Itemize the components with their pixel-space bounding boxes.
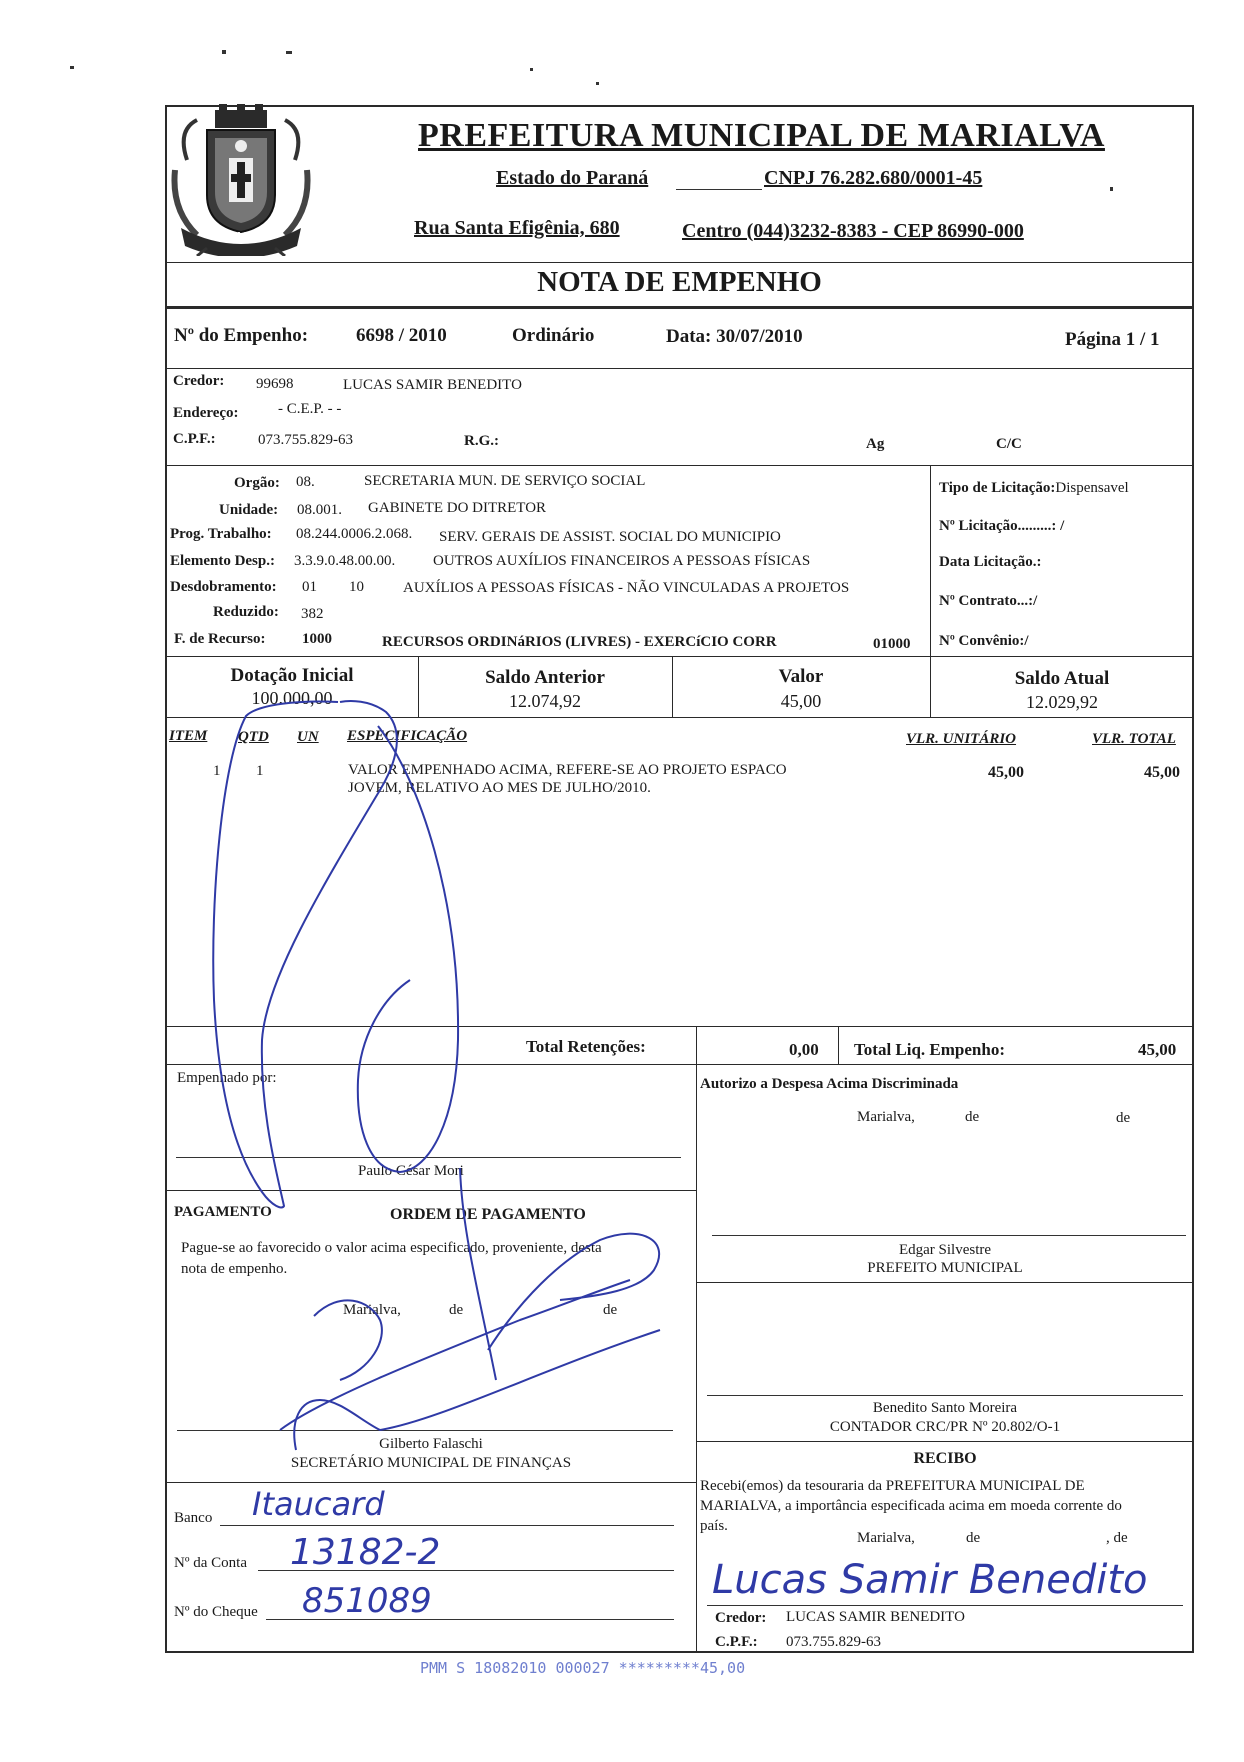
scan-speck bbox=[530, 68, 533, 71]
fonte-name: RECURSOS ORDINáRIOS (LIVRES) - EXERCíCIO CORR bbox=[382, 634, 777, 650]
autorizo-de-1: de bbox=[965, 1109, 980, 1125]
prog-name: SERV. GERAIS DE ASSIST. SOCIAL DO MUNICIPIO bbox=[439, 529, 781, 545]
conta-handwritten: 13182-2 bbox=[290, 1532, 441, 1573]
data-licitacao: Data Licitação.: bbox=[939, 554, 1042, 570]
recibo-cpf-label: C.P.F.: bbox=[715, 1634, 758, 1650]
divider bbox=[166, 656, 1193, 657]
empenho-number: 6698 / 2010 bbox=[356, 325, 447, 346]
col-header-unit: VLR. UNITÁRIO bbox=[906, 731, 1017, 747]
financas-role: SECRETÁRIO MUNICIPAL DE FINANÇAS bbox=[290, 1455, 572, 1471]
contador-name: Benedito Santo Moreira bbox=[872, 1400, 1018, 1416]
fonte-code-2: 01000 bbox=[873, 636, 911, 652]
credor-code: 99698 bbox=[256, 376, 294, 392]
cpf-value: 073.755.829-63 bbox=[258, 432, 353, 448]
banco-handwritten: Itaucard bbox=[252, 1485, 385, 1523]
item-qtd: 1 bbox=[256, 763, 264, 779]
reduzido-label: Reduzido: bbox=[213, 604, 279, 620]
dotacao-label: Dotação Inicial bbox=[230, 665, 354, 686]
pagamento-city: Marialva, bbox=[343, 1302, 401, 1318]
saldo-anterior-label: Saldo Anterior bbox=[485, 667, 605, 688]
document-title: NOTA DE EMPENHO bbox=[537, 266, 822, 298]
cheque-handwritten: 851089 bbox=[302, 1581, 432, 1621]
recibo-line-3: país. bbox=[700, 1518, 728, 1534]
recibo-line-1: Recebi(emos) da tesouraria da PREFEITURA MUNICIPAL DE bbox=[700, 1478, 1085, 1494]
unidade-name: GABINETE DO DITRETOR bbox=[368, 500, 547, 516]
elemento-label: Elemento Desp.: bbox=[170, 553, 275, 569]
header-cnpj: CNPJ 76.282.680/0001-45 bbox=[764, 167, 983, 189]
signature-line bbox=[177, 1430, 673, 1431]
signature-line bbox=[707, 1605, 1183, 1606]
numero-contrato: Nº Contrato...:/ bbox=[939, 593, 1038, 609]
scan-speck bbox=[596, 82, 599, 85]
signature-line bbox=[712, 1235, 1186, 1236]
cpf-label: C.P.F.: bbox=[173, 431, 216, 447]
scan-speck bbox=[286, 51, 292, 54]
tipo-licitacao-value: Dispensavel bbox=[1055, 480, 1129, 496]
divider bbox=[166, 306, 1193, 309]
scan-speck bbox=[222, 50, 226, 54]
recibo-line-2: MARIALVA, a importância especificada acima em moeda corrente do bbox=[700, 1498, 1122, 1514]
empenho-page: Página 1 / 1 bbox=[1065, 329, 1160, 350]
col-header-item: ITEM bbox=[169, 728, 208, 744]
tipo-licitacao-label: Tipo de Licitação: bbox=[939, 480, 1056, 496]
contador-role: CONTADOR CRC/PR Nº 20.802/O-1 bbox=[829, 1419, 1061, 1435]
prog-code: 08.244.0006.2.068. bbox=[296, 526, 413, 542]
empenhado-signer: Paulo César Mori bbox=[358, 1163, 464, 1179]
numero-convenio: Nº Convênio:/ bbox=[939, 633, 1029, 649]
financas-signer: Gilberto Falaschi bbox=[379, 1436, 483, 1452]
elemento-code: 3.3.9.0.48.00.00. bbox=[294, 553, 396, 569]
divider bbox=[696, 1064, 697, 1652]
desdobramento-code-2: 10 bbox=[349, 579, 364, 595]
divider bbox=[166, 1190, 696, 1191]
prog-label: Prog. Trabalho: bbox=[170, 526, 272, 542]
item-number: 1 bbox=[213, 763, 221, 779]
desdobramento-label: Desdobramento: bbox=[170, 579, 277, 595]
pagamento-text-line-1: Pague-se ao favorecido o valor acima especificado, proveniente, desta bbox=[181, 1240, 602, 1256]
item-spec-line-2: JOVEM, RELATIVO AO MES DE JULHO/2010. bbox=[348, 780, 651, 796]
cash-register-stamp: PMM S 18082010 000027 *********45,00 bbox=[420, 1659, 746, 1677]
saldo-anterior-value: 12.074,92 bbox=[509, 691, 581, 711]
col-header-qtd: QTD bbox=[238, 729, 269, 745]
valor-value: 45,00 bbox=[780, 691, 822, 711]
autorizo-city: Marialva, bbox=[857, 1109, 915, 1125]
divider bbox=[930, 466, 931, 656]
header-title: PREFEITURA MUNICIPAL DE MARIALVA bbox=[418, 117, 1105, 154]
credor-name: LUCAS SAMIR BENEDITO bbox=[343, 377, 522, 393]
desdobramento-name: AUXÍLIOS A PESSOAS FÍSICAS - NÃO VINCULADAS A PROJETOS bbox=[403, 580, 850, 596]
pagamento-de-1: de bbox=[449, 1302, 464, 1318]
empenho-date: Data: 30/07/2010 bbox=[666, 326, 803, 347]
empenho-number-label: Nº do Empenho: bbox=[174, 325, 309, 346]
prefeito-role: PREFEITO MUNICIPAL bbox=[867, 1260, 1023, 1276]
recibo-de-2: , de bbox=[1106, 1530, 1128, 1546]
liquido-value: 45,00 bbox=[1138, 1040, 1177, 1059]
item-spec-line-1: VALOR EMPENHADO ACIMA, REFERE-SE AO PROJETO ESPACO bbox=[348, 762, 787, 778]
elemento-name: OUTROS AUXÍLIOS FINANCEIROS A PESSOAS FÍSICAS bbox=[433, 553, 811, 569]
orgao-name: SECRETARIA MUN. DE SERVIÇO SOCIAL bbox=[364, 473, 646, 489]
retencoes-value: 0,00 bbox=[789, 1040, 819, 1059]
col-header-total: VLR. TOTAL bbox=[1092, 731, 1176, 747]
credor-signature-text: Lucas Samir Benedito bbox=[712, 1557, 1148, 1603]
signature-line bbox=[707, 1395, 1183, 1396]
header-state-rule bbox=[676, 189, 762, 190]
conta-label: Nº da Conta bbox=[174, 1555, 247, 1571]
divider bbox=[166, 465, 1193, 466]
divider bbox=[166, 1064, 1193, 1065]
cc-label: C/C bbox=[996, 436, 1022, 452]
recibo-credor-name: LUCAS SAMIR BENEDITO bbox=[786, 1609, 965, 1625]
fonte-code: 1000 bbox=[302, 631, 332, 647]
scan-speck bbox=[70, 66, 74, 69]
col-header-spec: ESPECIFICAÇÃO bbox=[347, 728, 468, 744]
unidade-code: 08.001. bbox=[297, 502, 342, 518]
municipal-crest-icon bbox=[167, 100, 315, 256]
tipo-licitacao bbox=[939, 481, 1129, 496]
retencoes-label: Total Retenções: bbox=[526, 1037, 646, 1056]
divider bbox=[838, 1027, 839, 1064]
autorizo-de-2: de bbox=[1116, 1110, 1131, 1126]
numero-licitacao: Nº Licitação.........: / bbox=[939, 518, 1065, 534]
pagamento-de-2: de bbox=[603, 1302, 618, 1318]
recibo-cpf-value: 073.755.829-63 bbox=[786, 1634, 881, 1650]
reduzido-value: 382 bbox=[301, 606, 324, 622]
cheque-label: Nº do Cheque bbox=[174, 1604, 258, 1620]
ag-label: Ag bbox=[866, 436, 885, 452]
endereco-label: Endereço: bbox=[173, 405, 239, 421]
divider bbox=[166, 368, 1193, 369]
empenhado-label: Empenhado por: bbox=[177, 1070, 277, 1086]
pagamento-label: PAGAMENTO bbox=[174, 1204, 272, 1220]
liquido-label: Total Liq. Empenho: bbox=[854, 1040, 1005, 1059]
prefeito-name: Edgar Silvestre bbox=[898, 1242, 992, 1258]
divider bbox=[166, 1026, 1193, 1027]
fonte-label: F. de Recurso: bbox=[174, 631, 266, 647]
desdobramento-code-1: 01 bbox=[302, 579, 317, 595]
header-state: Estado do Paraná bbox=[496, 167, 649, 189]
header-contact: Centro (044)3232-8383 - CEP 86990-000 bbox=[682, 220, 1024, 242]
banco-line bbox=[220, 1525, 674, 1526]
autorizo-label: Autorizo a Despesa Acima Discriminada bbox=[700, 1076, 959, 1092]
recibo-title: RECIBO bbox=[913, 1450, 977, 1467]
credor-label: Credor: bbox=[173, 373, 225, 389]
divider bbox=[696, 1282, 1193, 1283]
unidade-label: Unidade: bbox=[219, 502, 279, 518]
banco-label: Banco bbox=[174, 1510, 213, 1526]
col-header-un: UN bbox=[297, 729, 319, 745]
divider bbox=[696, 1441, 1193, 1442]
endereco-value: - C.E.P. - - bbox=[278, 401, 342, 417]
pagamento-text-line-2: nota de empenho. bbox=[181, 1261, 288, 1277]
saldo-atual-label: Saldo Atual bbox=[1014, 668, 1110, 689]
recibo-de-1: de bbox=[966, 1530, 981, 1546]
item-unit-value: 45,00 bbox=[988, 764, 1024, 781]
recibo-city: Marialva, bbox=[857, 1530, 915, 1546]
divider bbox=[166, 262, 1193, 263]
item-total-value: 45,00 bbox=[1144, 764, 1180, 781]
recibo-credor-label: Credor: bbox=[715, 1610, 767, 1626]
orgao-code: 08. bbox=[296, 474, 315, 490]
dotacao-value: 100.000,00 bbox=[251, 688, 333, 708]
rg-label: R.G.: bbox=[464, 433, 499, 449]
signature-line bbox=[176, 1157, 681, 1158]
divider bbox=[696, 1027, 697, 1064]
saldo-atual-value: 12.029,92 bbox=[1026, 692, 1098, 712]
valor-label: Valor bbox=[778, 666, 824, 687]
ordem-pagamento-title: ORDEM DE PAGAMENTO bbox=[390, 1206, 586, 1223]
empenho-type: Ordinário bbox=[512, 325, 595, 346]
divider bbox=[166, 717, 1193, 718]
orgao-label: Orgão: bbox=[234, 475, 280, 491]
header-address: Rua Santa Efigênia, 680 bbox=[414, 217, 620, 239]
divider bbox=[166, 1482, 696, 1483]
crest-banner-text: MARIALVA bbox=[208, 231, 274, 242]
